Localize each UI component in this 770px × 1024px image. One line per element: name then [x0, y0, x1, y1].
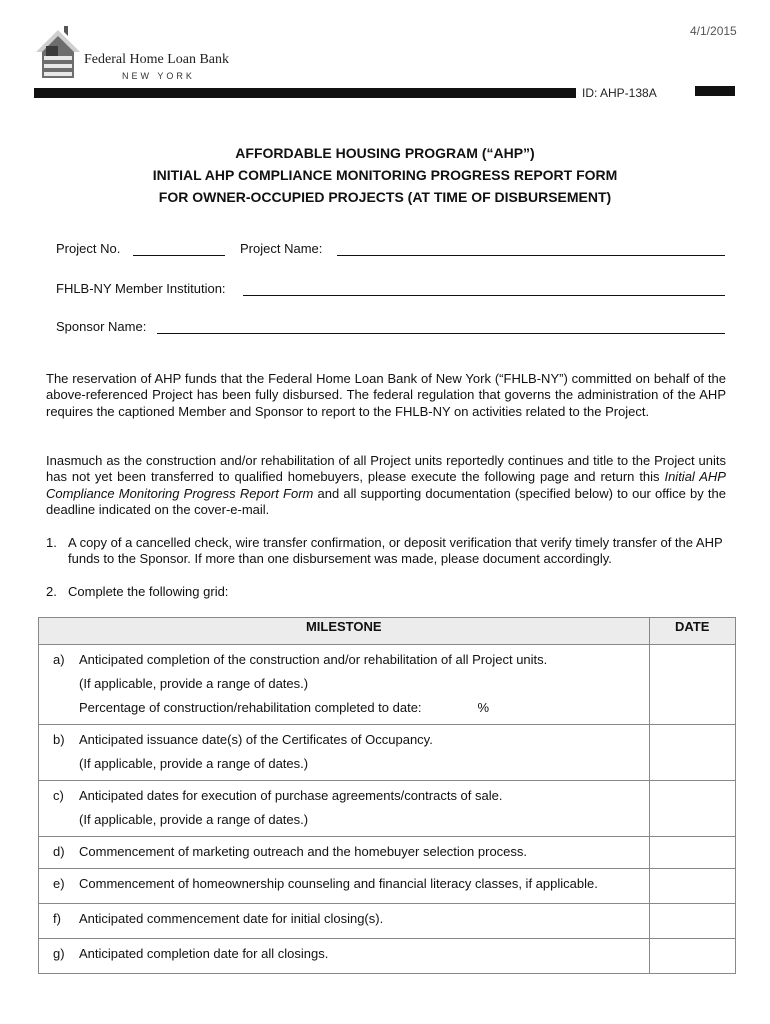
- sponsor-label: Sponsor Name:: [56, 319, 147, 334]
- date-cell[interactable]: [649, 725, 735, 781]
- milestone-note: (If applicable, provide a range of dates.): [79, 812, 309, 827]
- row-letter: b): [53, 732, 65, 747]
- project-no-field[interactable]: [133, 241, 225, 256]
- milestone-note: (If applicable, provide a range of dates.): [79, 756, 309, 771]
- row-letter: f): [53, 911, 61, 926]
- date-cell[interactable]: [649, 781, 735, 837]
- paragraph-reservation: The reservation of AHP funds that the Federal Home Loan Bank of New York (“FHLB-NY”) committed on behalf of the above-referenced Project has been fully disbursed. The federal regulation that governs the administration of the AHP requires the captioned Member and Sponsor to report to the FHLB-NY on activities related to the Project.: [46, 371, 726, 419]
- title-line-2: INITIAL AHP COMPLIANCE MONITORING PROGRESS REPORT FORM: [152, 167, 618, 183]
- form-title-italic: Initial AHP Compliance Monitoring Progress Report Form: [46, 469, 726, 501]
- date-cell[interactable]: [649, 904, 735, 939]
- row-letter: e): [53, 876, 65, 891]
- sponsor-field[interactable]: [157, 319, 725, 334]
- milestone-cell: [39, 904, 650, 939]
- title-line-3: FOR OWNER-OCCUPIED PROJECTS (AT TIME OF DISBURSEMENT): [158, 189, 612, 205]
- table-row: [39, 837, 736, 869]
- paragraph-instructions: [46, 453, 726, 518]
- row-letter: a): [53, 652, 65, 667]
- milestone-cell: [39, 645, 650, 725]
- project-name-label: Project Name:: [240, 241, 323, 256]
- milestone-cell: [39, 939, 650, 974]
- milestone-text: Anticipated dates for execution of purchase agreements/contracts of sale.: [79, 788, 503, 803]
- date-cell[interactable]: [649, 869, 735, 904]
- date-header: DATE: [649, 618, 735, 645]
- date-cell[interactable]: [649, 939, 735, 974]
- table-row: [39, 869, 736, 904]
- table-row: [39, 781, 736, 837]
- project-name-field[interactable]: [337, 241, 725, 256]
- list-text: A copy of a cancelled check, wire transfer confirmation, or deposit verification that verify timely transfer of the AHP funds to the Sponsor. If more than one disbursement was made, please document accordingly.: [68, 535, 723, 567]
- percent-sign: %: [477, 700, 490, 715]
- list-item: [46, 584, 726, 600]
- milestone-text: Percentage of construction/rehabilitation completed to date:: [79, 700, 422, 715]
- date-cell[interactable]: [649, 645, 735, 725]
- title-line-1: AFFORDABLE HOUSING PROGRAM (“AHP”): [235, 145, 535, 161]
- header-rule-left: [34, 88, 576, 98]
- member-field[interactable]: [243, 281, 725, 296]
- member-label: FHLB-NY Member Institution:: [56, 281, 226, 296]
- row-letter: g): [53, 946, 65, 961]
- org-subtitle: NEW YORK: [122, 71, 195, 81]
- row-letter: c): [53, 788, 64, 803]
- milestone-header: MILESTONE: [39, 618, 650, 645]
- row-letter: d): [53, 844, 65, 859]
- milestone-text: Anticipated issuance date(s) of the Certificates of Occupancy.: [79, 732, 433, 747]
- date-cell[interactable]: [649, 837, 735, 869]
- list-text: Complete the following grid:: [68, 584, 229, 599]
- paragraph-instructions-part: and all supporting documentation (specified below) to our office by the deadline indicated on the cover-e-mail.: [46, 485, 727, 517]
- table-row: [39, 939, 736, 974]
- header-rule-right: [695, 86, 735, 96]
- milestone-cell: [39, 869, 650, 904]
- table-row: [39, 725, 736, 781]
- milestone-cell: [39, 837, 650, 869]
- milestone-text: Anticipated completion date for all closings.: [79, 946, 329, 961]
- milestone-note: (If applicable, provide a range of dates.): [79, 676, 309, 691]
- milestone-text: Anticipated completion of the construction and/or rehabilitation of all Project units.: [79, 652, 548, 667]
- paragraph-instructions-part: Inasmuch as the construction and/or rehabilitation of all Project units reportedly continues and title to the Project units has not yet been transferred to qualified homebuyers, please execute the following page and return this: [46, 453, 726, 485]
- milestone-text: Anticipated commencement date for initial closing(s).: [79, 911, 384, 926]
- milestone-text: Commencement of homeownership counseling and financial literacy classes, if applicable.: [79, 876, 598, 891]
- table-row: [39, 645, 736, 725]
- list-number: 1.: [46, 535, 57, 550]
- milestone-cell: [39, 725, 650, 781]
- milestone-grid: [38, 617, 736, 974]
- org-name: Federal Home Loan Bank: [84, 52, 230, 67]
- milestone-cell: [39, 781, 650, 837]
- milestone-text: Commencement of marketing outreach and the homebuyer selection process.: [79, 844, 528, 859]
- document-date: 4/1/2015: [690, 24, 737, 38]
- project-no-label: Project No.: [56, 241, 121, 256]
- table-row: [39, 904, 736, 939]
- form-id: ID: AHP-138A: [582, 86, 657, 100]
- list-item: [46, 535, 726, 568]
- list-number: 2.: [46, 584, 57, 599]
- grid-header-row: [39, 618, 736, 645]
